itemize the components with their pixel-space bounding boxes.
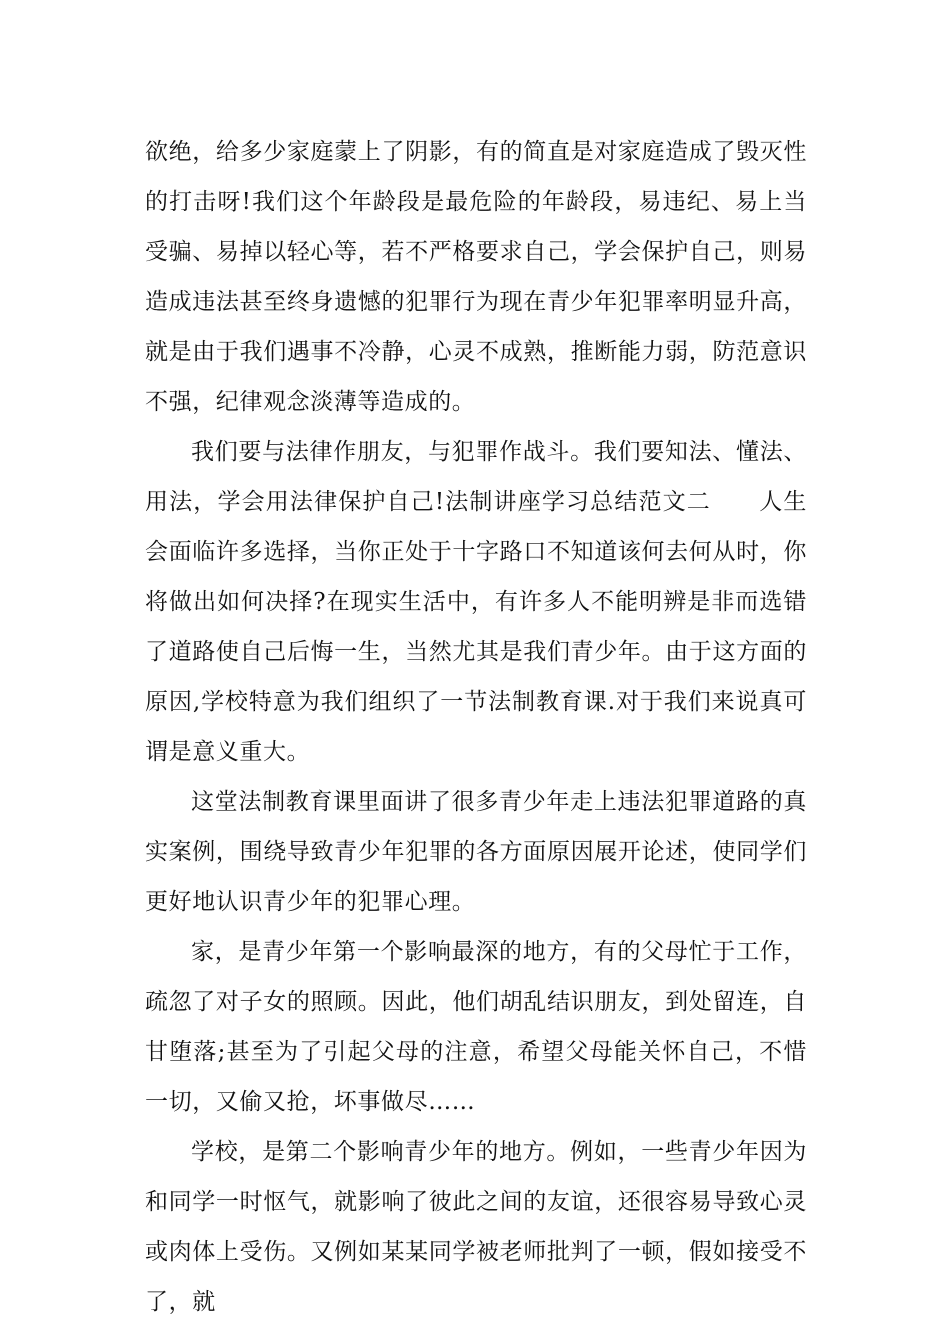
- paragraph-2: 我们要与法律作朋友，与犯罪作战斗。我们要知法、懂法、用法，学会用法律保护自己!法制讲座学习总结范文二 人生会面临许多选择，当你正处于十字路口不知道该何去何从时，你将做出如何决择?在现实生活中，有许多人不能明辨是非而选错了道路使自己后悔一生，当然尤其是我们青少年。由于这方面的原因,学校特意为我们组织了一节法制教育课.对于我们来说真可谓是意义重大。: [145, 439, 807, 765]
- paragraph-4: 家，是青少年第一个影响最深的地方，有的父母忙于工作，疏忽了对子女的照顾。因此，他们胡乱结识朋友，到处留连，自甘堕落;甚至为了引起父母的注意，希望父母能关怀自己，不惜一切，又偷又抢，坏事做尽……: [145, 939, 807, 1115]
- paragraph-5: 学校，是第二个影响青少年的地方。例如，一些青少年因为和同学一时怄气，就影响了彼此之间的友谊，还很容易导致心灵或肉体上受伤。又例如某某同学被老师批判了一顿，假如接受不了，就: [145, 1139, 807, 1315]
- paragraph-3: 这堂法制教育课里面讲了很多青少年走上违法犯罪道路的真实案例，围绕导致青少年犯罪的各方面原因展开论述，使同学们更好地认识青少年的犯罪心理。: [145, 789, 807, 915]
- paragraph-1: 欲绝，给多少家庭蒙上了阴影，有的简直是对家庭造成了毁灭性的打击呀!我们这个年龄段是最危险的年龄段，易违纪、易上当受骗、易掉以轻心等，若不严格要求自己，学会保护自己，则易造成违法甚至终身遗憾的犯罪行为现在青少年犯罪率明显升高，就是由于我们遇事不冷静，心灵不成熟，推断能力弱，防范意识不强，纪律观念淡薄等造成的。: [145, 139, 807, 415]
- document-page: [145, 127, 807, 1327]
